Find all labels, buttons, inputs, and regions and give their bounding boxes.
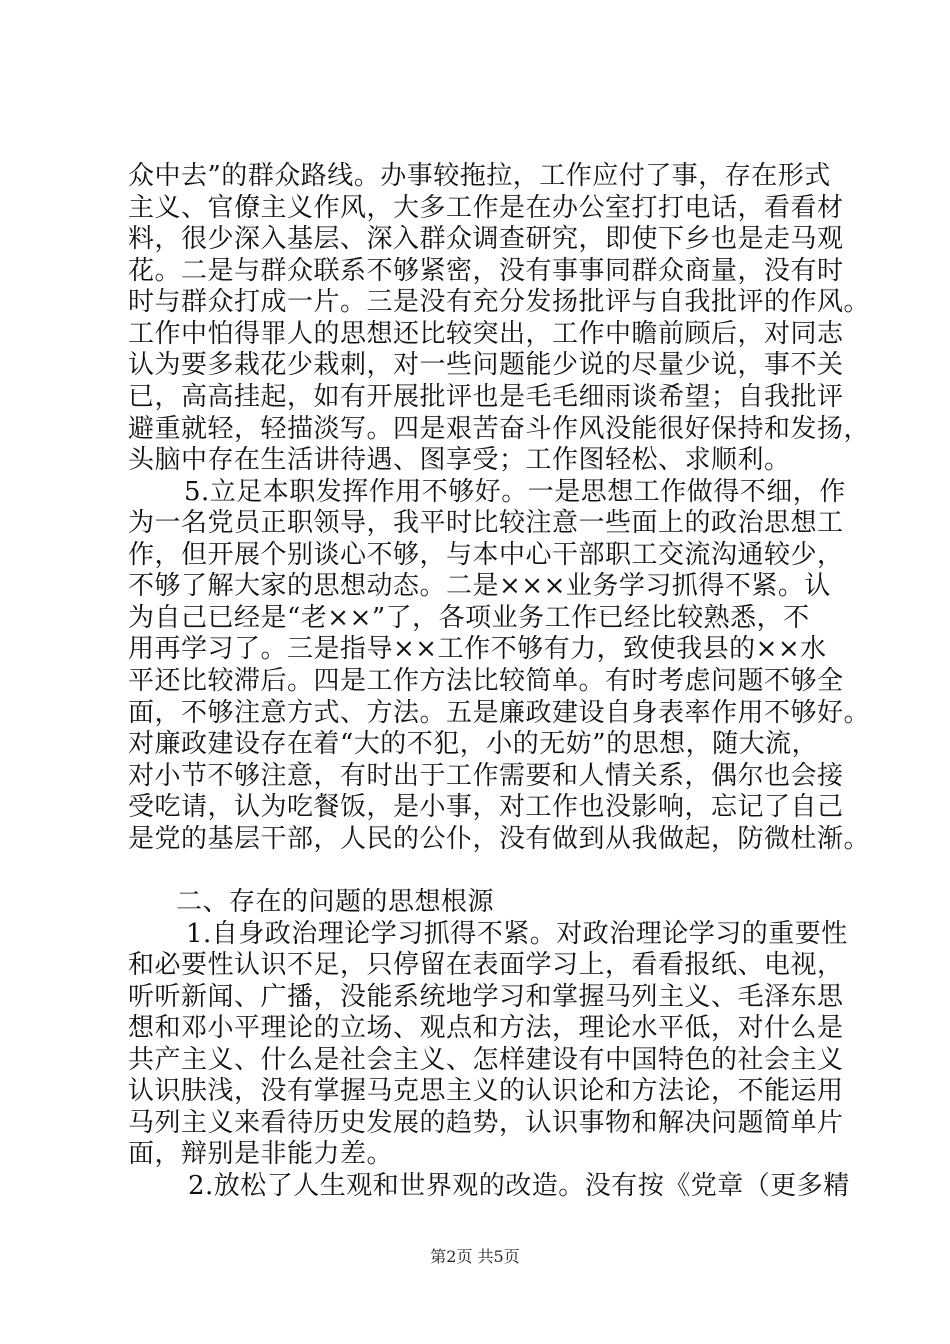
body-line: 受吃请，认为吃餐饭，是小事，对工作也没影响，忘记了自己 — [128, 792, 844, 822]
body-line: 认为要多栽花少栽刺，对一些问题能少说的尽量少说，事不关 — [128, 350, 844, 380]
section-heading: 二、存在的问题的思想根源 — [176, 887, 495, 917]
body-line: 用再学习了。三是指导××工作不够有力，致使我县的××水 — [128, 634, 827, 664]
body-line: 时与群众打成一片。三是没有充分发扬批评与自我批评的作风。 — [128, 287, 871, 317]
body-line: 花。二是与群众联系不够紧密，没有事事同群众商量，没有时 — [128, 256, 844, 286]
body-line: 不够了解大家的思想动态。二是×××业务学习抓得不紧。认 — [128, 571, 831, 601]
body-line: 是党的基层干部，人民的公仆，没有做到从我做起，防微杜渐。 — [128, 824, 871, 854]
body-line: 对廉政建设存在着“大的不犯，小的无妨”的思想，随大流， — [128, 729, 819, 759]
body-line: 共产主义、什么是社会主义、怎样建设有中国特色的社会主义 — [128, 1045, 844, 1075]
paragraph-start-line: 5.立足本职发挥作用不够好。一是思想工作做得不细，作 — [184, 477, 846, 507]
body-line: 避重就轻，轻描淡写。四是艰苦奋斗作风没能很好保持和发扬， — [128, 414, 871, 444]
body-line: 众中去”的群众路线。办事较拖拉，工作应付了事，存在形式 — [128, 161, 831, 191]
body-line: 头脑中存在生活讲待遇、图享受；工作图轻松、求顺利。 — [128, 445, 791, 475]
body-line: 主义、官僚主义作风，大多工作是在办公室打打电话，看看材 — [128, 193, 844, 223]
body-line: 听听新闻、广播，没能系统地学习和掌握马列主义、毛泽东思 — [128, 982, 844, 1012]
body-line: 工作中怕得罪人的思想还比较突出，工作中瞻前顾后，对同志 — [128, 319, 844, 349]
paragraph-start-line: 2.放松了人生观和世界观的改造。没有按《党章（更多精 — [188, 1171, 850, 1201]
body-line: 面，不够注意方式、方法。五是廉政建设自身表率作用不够好。 — [128, 698, 871, 728]
page-number-footer: 第2页 共5页 — [430, 1247, 520, 1266]
body-line: 为自己已经是“老××”了，各项业务工作已经比较熟悉，不 — [128, 603, 810, 633]
body-line: 已，高高挂起，如有开展批评也是毛毛细雨谈希望；自我批评 — [128, 382, 844, 412]
body-line: 对小节不够注意，有时出于工作需要和人情关系，偶尔也会接 — [128, 761, 844, 791]
body-line: 面，辩别是非能力差。 — [128, 1139, 394, 1169]
body-line: 想和邓小平理论的立场、观点和方法，理论水平低，对什么是 — [128, 1013, 844, 1043]
body-line: 为一名党员正职领导，我平时比较注意一些面上的政治思想工 — [128, 508, 844, 538]
body-line: 马列主义来看待历史发展的趋势，认识事物和解决问题简单片 — [128, 1108, 844, 1138]
body-line: 料，很少深入基层、深入群众调查研究，即使下乡也是走马观 — [128, 224, 844, 254]
body-line: 作，但开展个别谈心不够，与本中心干部职工交流沟通较少， — [128, 540, 844, 570]
body-line: 认识肤浅，没有掌握马克思主义的认识论和方法论，不能运用 — [128, 1076, 844, 1106]
body-line: 平还比较滞后。四是工作方法比较简单。有时考虑问题不够全 — [128, 666, 844, 696]
paragraph-start-line: 1.自身政治理论学习抓得不紧。对政治理论学习的重要性 — [186, 919, 848, 949]
body-line: 和必要性认识不足，只停留在表面学习上，看看报纸、电视， — [128, 950, 844, 980]
